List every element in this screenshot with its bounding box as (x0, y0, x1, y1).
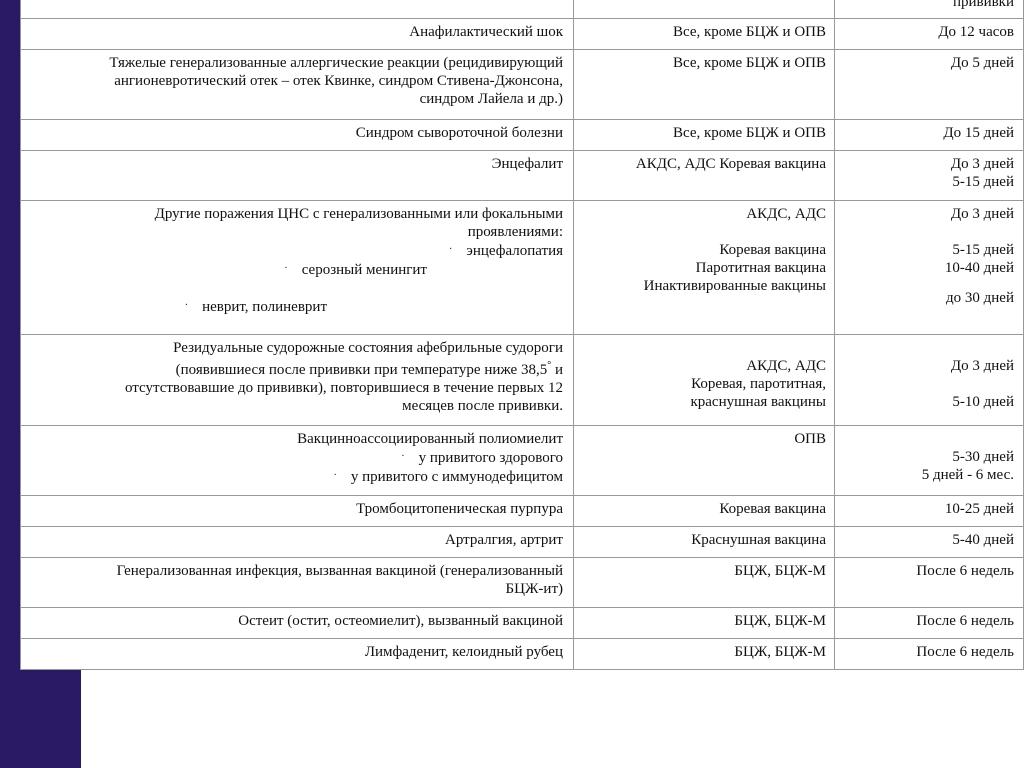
vaccine-cell: АКДС, АДС Коревая, паротитная, краснушная вакцины (574, 335, 835, 426)
table-row (21, 50, 1024, 120)
table-row (21, 608, 1024, 639)
reaction-cell (21, 0, 574, 19)
vaccine-cell (574, 0, 835, 19)
vaccine-cell: БЦЖ, БЦЖ-М (574, 608, 835, 639)
reaction-cell: Синдром сывороточной болезни (21, 120, 574, 151)
period-cell: До 3 дней 5-15 дней 10-40 дней до 30 дней (835, 201, 1024, 335)
reaction-cell: Резидуальные судорожные состояния афебрильные судороги (появившиеся после прививки при температуре ниже 38,5° и отсутствовавшие до прививки), повторившиеся в течение первых 12 месяцев после прививки. (21, 335, 574, 426)
bullet-icon: · (401, 451, 405, 462)
period-cell: 5-30 дней 5 дней - 6 мес. (835, 426, 1024, 496)
vaccine-cell: Коревая вакцина (574, 496, 835, 527)
vaccine-cell: Все, кроме БЦЖ и ОПВ (574, 120, 835, 151)
bullet-item: · серозный менингит (284, 262, 427, 278)
table-row (21, 527, 1024, 558)
vaccine-cell: АКДС, АДС Коревая вакцина Паротитная вакцина Инактивированные вакцины (574, 201, 835, 335)
table-row (21, 19, 1024, 50)
bullet-item: · у привитого здорового (401, 450, 563, 466)
reaction-cell: Вакцинноассоциированный полиомиелит · у привитого здорового · у привитого с иммунодефицитом (21, 426, 574, 496)
bullet-item: · энцефалопатия (449, 243, 563, 259)
bullet-icon: · (284, 263, 288, 274)
reaction-cell: Тромбоцитопеническая пурпура (21, 496, 574, 527)
bullet-icon: · (184, 300, 189, 311)
bullet-icon: · (333, 470, 337, 481)
vaccine-cell: Все, кроме БЦЖ и ОПВ (574, 50, 835, 120)
table-row (21, 201, 1024, 335)
period-cell: После 6 недель (835, 608, 1024, 639)
reaction-cell: Остеит (остит, остеомиелит), вызванный вакциной (21, 608, 574, 639)
table-row (21, 639, 1024, 670)
reaction-cell: Лимфаденит, келоидный рубец (21, 639, 574, 670)
period-cell: До 15 дней (835, 120, 1024, 151)
vaccine-cell: БЦЖ, БЦЖ-М (574, 639, 835, 670)
reaction-cell: Энцефалит (21, 151, 574, 201)
period-cell: прививки (835, 0, 1024, 19)
reaction-cell: Анафилактический шок (21, 19, 574, 50)
period-cell: До 3 дней 5-10 дней (835, 335, 1024, 426)
vaccine-cell: ОПВ (574, 426, 835, 496)
bullet-item: · у привитого с иммунодефицитом (333, 469, 563, 485)
reaction-cell: Тяжелые генерализованные аллергические реакции (рецидивирующий ангионевротический отек – отек Квинке, синдром Стивена-Джонсона, синдром Лайела и др.) (21, 50, 574, 120)
reaction-cell: Генерализованная инфекция, вызванная вакциной (генерализованный БЦЖ-ит) (21, 558, 574, 608)
period-cell: 5-40 дней (835, 527, 1024, 558)
period-cell: До 3 дней 5-15 дней (835, 151, 1024, 201)
period-cell: 10-25 дней (835, 496, 1024, 527)
table-row (21, 558, 1024, 608)
table-row (21, 0, 1024, 19)
reaction-cell: Другие поражения ЦНС с генерализованными или фокальными проявлениями: · энцефалопатия · серозный менингит · неврит, полиневрит (21, 201, 574, 335)
period-cell: После 6 недель (835, 639, 1024, 670)
bullet-item: · неврит, полиневрит (184, 299, 327, 315)
period-cell: После 6 недель (835, 558, 1024, 608)
period-cell: До 12 часов (835, 19, 1024, 50)
degree-icon: ° (547, 360, 552, 371)
vaccine-cell: Краснушная вакцина (574, 527, 835, 558)
reaction-cell: Артралгия, артрит (21, 527, 574, 558)
vaccine-cell: АКДС, АДС Коревая вакцина (574, 151, 835, 201)
period-cell: До 5 дней (835, 50, 1024, 120)
vaccine-cell: БЦЖ, БЦЖ-М (574, 558, 835, 608)
table-row (21, 496, 1024, 527)
table-row (21, 426, 1024, 496)
table-row (21, 120, 1024, 151)
vaccine-cell: Все, кроме БЦЖ и ОПВ (574, 19, 835, 50)
table-row (21, 151, 1024, 201)
bullet-icon: · (449, 244, 453, 255)
vaccine-reactions-table (20, 0, 1024, 670)
table-row (21, 335, 1024, 426)
